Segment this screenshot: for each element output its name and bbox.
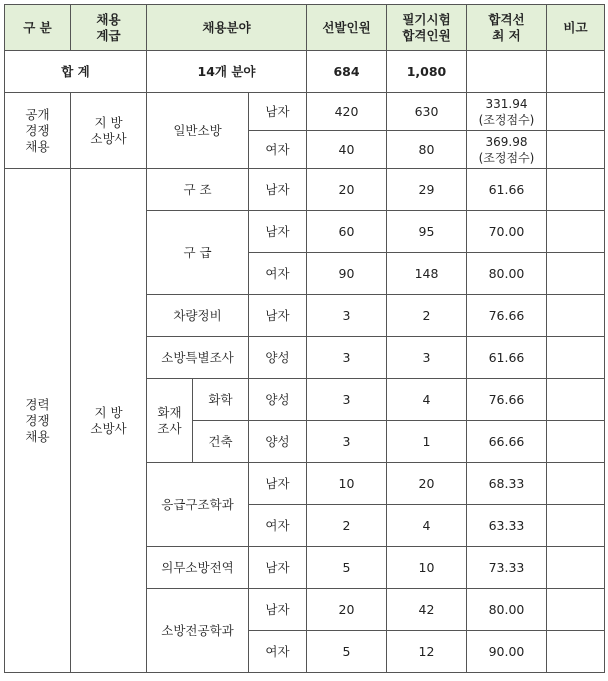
total-fields: 14개 분야 [147, 51, 307, 93]
selected-cell: 60 [307, 211, 387, 253]
note-cell [547, 421, 605, 463]
open-rank: 지 방 소방사 [71, 93, 147, 169]
total-cutoff [467, 51, 547, 93]
subfield-cell: 화학 [193, 379, 249, 421]
cutoff-cell: 70.00 [467, 211, 547, 253]
note-cell [547, 253, 605, 295]
field-fire-investigation: 화재 조사 [147, 379, 193, 463]
field-conscript: 의무소방전역 [147, 547, 249, 589]
note-cell [547, 463, 605, 505]
gender-cell: 여자 [249, 505, 307, 547]
cutoff-cell: 61.66 [467, 169, 547, 211]
field-emergency: 구 급 [147, 211, 249, 295]
gender-cell: 양성 [249, 379, 307, 421]
career-category: 경력 경쟁 채용 [5, 169, 71, 673]
cutoff-cell: 61.66 [467, 337, 547, 379]
header-row [5, 5, 605, 51]
cutoff-cell: 331.94 (조정점수) [467, 93, 547, 131]
cutoff-cell: 63.33 [467, 505, 547, 547]
note-cell [547, 295, 605, 337]
note-cell [547, 547, 605, 589]
note-cell [547, 169, 605, 211]
note-cell [547, 93, 605, 131]
gender-cell: 남자 [249, 463, 307, 505]
selected-cell: 90 [307, 253, 387, 295]
total-label: 합 계 [5, 51, 147, 93]
written-cell: 20 [387, 463, 467, 505]
total-row [5, 51, 605, 93]
written-cell: 148 [387, 253, 467, 295]
open-field: 일반소방 [147, 93, 249, 169]
selected-cell: 2 [307, 505, 387, 547]
cutoff-cell: 66.66 [467, 421, 547, 463]
header-category: 구 분 [5, 5, 71, 51]
selected-cell: 5 [307, 631, 387, 673]
cutoff-cell: 90.00 [467, 631, 547, 673]
total-selected: 684 [307, 51, 387, 93]
header-selected: 선발인원 [307, 5, 387, 51]
note-cell [547, 505, 605, 547]
selected-cell: 5 [307, 547, 387, 589]
written-cell: 4 [387, 379, 467, 421]
field-vehicle: 차량정비 [147, 295, 249, 337]
note-cell [547, 337, 605, 379]
gender-cell: 남자 [249, 295, 307, 337]
cutoff-cell: 68.33 [467, 463, 547, 505]
selected-cell: 3 [307, 295, 387, 337]
note-cell [547, 211, 605, 253]
selected-cell: 3 [307, 337, 387, 379]
gender-cell: 남자 [249, 589, 307, 631]
gender-cell: 여자 [249, 631, 307, 673]
gender-cell: 남자 [249, 169, 307, 211]
written-cell: 10 [387, 547, 467, 589]
note-cell [547, 131, 605, 169]
written-cell: 12 [387, 631, 467, 673]
selected-cell: 420 [307, 93, 387, 131]
selected-cell: 40 [307, 131, 387, 169]
header-rank: 채용 계급 [71, 5, 147, 51]
header-cutoff: 합격선 최 저 [467, 5, 547, 51]
written-cell: 2 [387, 295, 467, 337]
written-cell: 42 [387, 589, 467, 631]
gender-cell: 양성 [249, 421, 307, 463]
note-cell [547, 379, 605, 421]
total-written: 1,080 [387, 51, 467, 93]
cutoff-cell: 76.66 [467, 295, 547, 337]
cutoff-cell: 80.00 [467, 589, 547, 631]
table-row [5, 93, 605, 131]
recruitment-results-table [4, 4, 605, 673]
note-cell [547, 631, 605, 673]
written-cell: 95 [387, 211, 467, 253]
header-note: 비고 [547, 5, 605, 51]
note-cell [547, 589, 605, 631]
gender-cell: 남자 [249, 93, 307, 131]
cutoff-cell: 76.66 [467, 379, 547, 421]
gender-cell: 양성 [249, 337, 307, 379]
field-special: 소방특별조사 [147, 337, 249, 379]
subfield-cell: 건축 [193, 421, 249, 463]
field-emt-dept: 응급구조학과 [147, 463, 249, 547]
written-cell: 3 [387, 337, 467, 379]
cutoff-cell: 80.00 [467, 253, 547, 295]
career-rank: 지 방 소방사 [71, 169, 147, 673]
written-cell: 1 [387, 421, 467, 463]
cutoff-cell: 369.98 (조정점수) [467, 131, 547, 169]
gender-cell: 여자 [249, 131, 307, 169]
written-cell: 80 [387, 131, 467, 169]
table-row [5, 169, 605, 211]
field-fire-eng-dept: 소방전공학과 [147, 589, 249, 673]
header-written: 필기시험 합격인원 [387, 5, 467, 51]
written-cell: 630 [387, 93, 467, 131]
selected-cell: 3 [307, 421, 387, 463]
written-cell: 29 [387, 169, 467, 211]
gender-cell: 여자 [249, 253, 307, 295]
selected-cell: 10 [307, 463, 387, 505]
total-note [547, 51, 605, 93]
gender-cell: 남자 [249, 547, 307, 589]
written-cell: 4 [387, 505, 467, 547]
selected-cell: 20 [307, 169, 387, 211]
cutoff-cell: 73.33 [467, 547, 547, 589]
field-rescue: 구 조 [147, 169, 249, 211]
header-field: 채용분야 [147, 5, 307, 51]
selected-cell: 3 [307, 379, 387, 421]
gender-cell: 남자 [249, 211, 307, 253]
selected-cell: 20 [307, 589, 387, 631]
open-category: 공개 경쟁 채용 [5, 93, 71, 169]
